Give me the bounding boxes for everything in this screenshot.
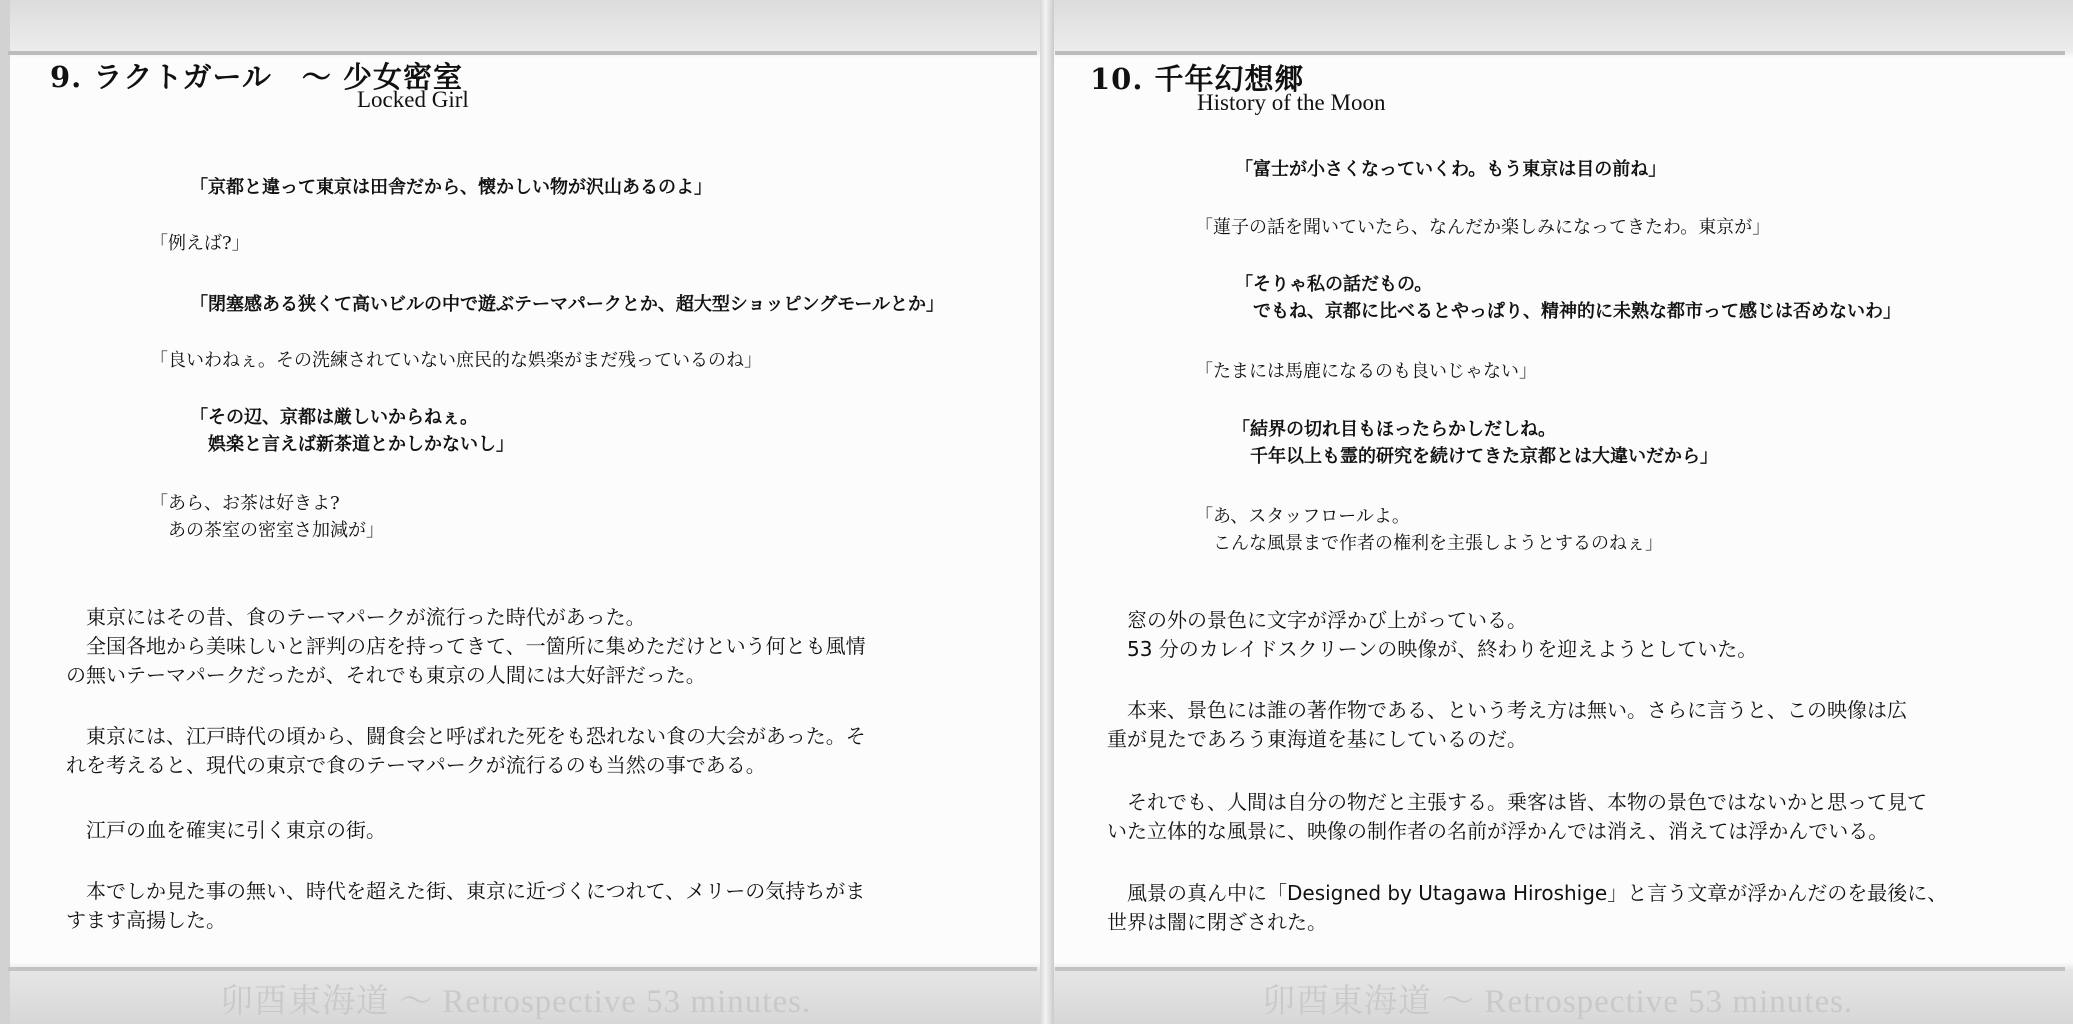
dialog-text: 娯楽と言えば新茶道とかしかないし」: [190, 434, 514, 455]
prose-paragraph: [1107, 606, 1757, 664]
dialog-line: [150, 230, 250, 257]
dialog-text: こんな風景まで作者の権利を主張しようとするのねぇ」: [1195, 533, 1663, 554]
right-page: [1047, 0, 2073, 1024]
prose-text: 東京には、江戸時代の頃から、闘食会と呼ばれた死をも恐れない食の大会があった。そ: [66, 724, 866, 748]
prose-paragraph: [66, 877, 865, 935]
prose-text: 重が見たであろう東海道を基にしているのだ。: [1107, 727, 1527, 751]
prose-text: 世界は闇に閉ざされた。: [1107, 910, 1327, 934]
prose-text: 53 分のカレイドスクリーンの映像が、終わりを迎えようとしていた。: [1107, 637, 1758, 661]
dialog-text: 「富士が小さくなっていくわ。もう東京は目の前ね」: [1235, 159, 1667, 180]
dialog-text: 「閉塞感ある狭くて高いビルの中で遊ぶテーマパークとか、超大型ショッピングモールとか」: [190, 294, 945, 315]
prose-paragraph: [1107, 788, 1927, 846]
track-subtitle: Locked Girl: [357, 87, 469, 112]
prose-paragraph: [66, 603, 866, 690]
prose-paragraph: [1107, 879, 1947, 937]
dialog-line: [1232, 416, 1718, 470]
track-subtitle: History of the Moon: [1197, 90, 1386, 115]
dialog-line: [150, 490, 384, 544]
dialog-text: 「結界の切れ目もほったらかしだしね。: [1232, 419, 1556, 440]
prose-text: 本でしか見た事の無い、時代を超えた街、東京に近づくにつれて、メリーの気持ちがま: [66, 879, 866, 903]
dialog-line: [190, 291, 944, 318]
prose-text: 本来、景色には誰の著作物である、という考え方は無い。さらに言うと、この映像は広: [1107, 698, 1907, 722]
dialog-text: 「その辺、京都は厳しいからねぇ。: [190, 407, 478, 428]
prose-text: 東京にはその昔、食のテーマパークが流行った時代があった。: [66, 605, 646, 629]
dialog-text: 「そりゃ私の話だもの。: [1235, 274, 1433, 295]
footer-watermark: 卯酉東海道 ～ Retrospective 53 minutes.: [220, 984, 812, 1020]
dialog-line: [1235, 156, 1666, 183]
dialog-text: 「たまには馬鹿になるのも良いじゃない」: [1195, 361, 1537, 382]
top-rule: [1055, 51, 2065, 55]
bottom-rule: [1055, 967, 2065, 971]
track-title: 10. 千年幻想郷: [1090, 62, 1305, 96]
dialog-line: [1195, 358, 1537, 385]
dialog-line: [1195, 214, 1770, 241]
dialog-line: [190, 174, 712, 201]
prose-text: 風景の真ん中に「Designed by Utagawa Hiroshige」と言う文章が浮かんだのを最後に、: [1107, 881, 1948, 905]
prose-text: の無いテーマパークだったが、それでも東京の人間には大好評だった。: [66, 663, 706, 687]
dialog-text: 「良いわねぇ。その洗練されていない庶民的な娯楽がまだ残っているのね」: [150, 350, 762, 371]
prose-text: それでも、人間は自分の物だと主張する。乗客は皆、本物の景色ではないかと思って見て: [1107, 790, 1927, 814]
prose-paragraph: [66, 816, 386, 845]
prose-text: すます高揚した。: [66, 908, 226, 932]
dialog-text: 「蓮子の話を聞いていたら、なんだか楽しみになってきたわ。東京が」: [1195, 217, 1771, 238]
dialog-text: でもね、京都に比べるとやっぱり、精神的に未熟な都市って感じは否めないわ」: [1235, 301, 1901, 322]
prose-text: れを考えると、現代の東京で食のテーマパークが流行るのも当然の事である。: [66, 753, 766, 777]
prose-paragraph: [66, 722, 866, 780]
footer-watermark: 卯酉東海道 ～ Retrospective 53 minutes.: [1262, 984, 1854, 1020]
dialog-line: [190, 404, 514, 458]
dialog-line: [150, 347, 762, 374]
prose-text: いた立体的な風景に、映像の制作者の名前が浮かんでは消え、消えては浮かんでいる。: [1107, 819, 1889, 843]
page-edge: [0, 0, 10, 1024]
dialog-text: 千年以上も霊的研究を続けてきた京都とは大違いだから」: [1232, 446, 1718, 467]
dialog-text: 「例えば?」: [150, 233, 250, 254]
track-title: 9. ラクトガール ～ 少女密室: [50, 60, 464, 94]
prose-text: 窓の外の景色に文字が浮かび上がっている。: [1107, 608, 1527, 632]
prose-text: 全国各地から美味しいと評判の店を持ってきて、一箇所に集めただけという何とも風情: [66, 634, 866, 658]
prose-text: 江戸の血を確実に引く東京の街。: [66, 818, 386, 842]
dialog-text: あの茶室の密室さ加減が」: [150, 520, 384, 541]
booklet-spine: [1040, 0, 1054, 1024]
dialog-line: [1235, 271, 1901, 325]
dialog-line: [1195, 503, 1663, 557]
bottom-rule: [8, 967, 1037, 971]
dialog-text: 「あら、お茶は好きよ?: [150, 493, 340, 514]
dialog-text: 「あ、スタッフロールよ。: [1195, 506, 1410, 527]
dialog-text: 「京都と違って東京は田舎だから、懐かしい物が沢山あるのよ」: [190, 177, 712, 198]
prose-paragraph: [1107, 696, 1907, 754]
